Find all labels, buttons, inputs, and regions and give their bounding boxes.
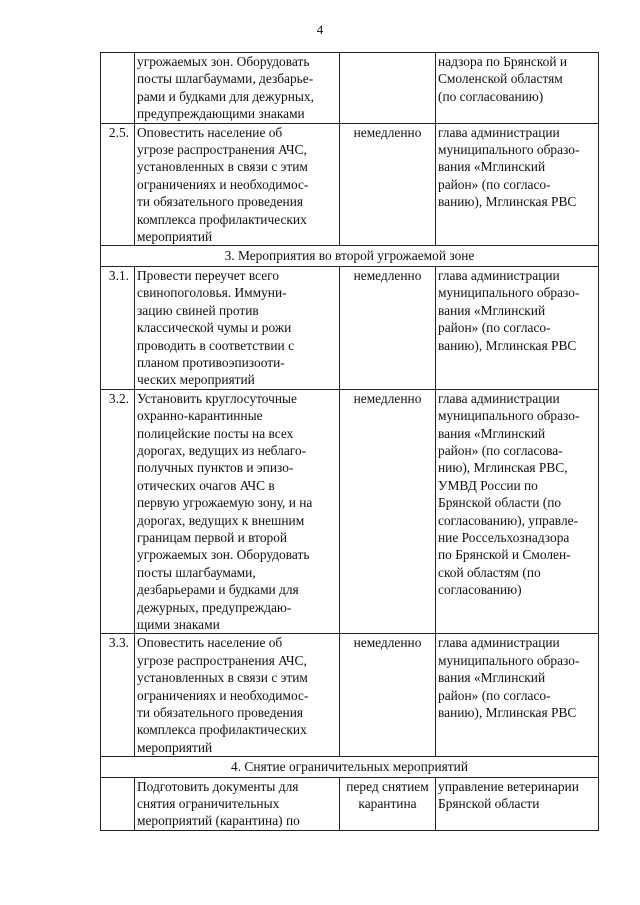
row-number: 2.5. [101,123,135,246]
table-row [101,123,599,246]
responsible-cell: надзора по Брянской и Смоленской областям (по согласованию) [436,53,599,124]
action-cell: Провести переучет всего свинопоголовья. Иммуни- зацию свиней против классической чумы и рожи проводить в соответствии с планом противоэпизооти- ческих мероприятий [135,266,340,389]
term-cell: немедленно [340,389,436,634]
responsible-cell: глава администрации муниципального образо- вания «Мглинский район» (по согласо- ванию), Мглинская РВС [436,123,599,246]
table-row [101,53,599,124]
section-3-title: 3. Мероприятия во второй угрожаемой зоне [101,246,599,266]
table-row [101,266,599,389]
row-number: 3.1. [101,266,135,389]
action-cell: Оповестить население об угрозе распространения АЧС, установленных в связи с этим ограничениях и необходимос- ти обязательного проведения комплекса профилактических мероприятий [135,634,340,757]
term-cell: немедленно [340,266,436,389]
row-number: 3.3. [101,634,135,757]
row-number [101,777,135,830]
page-number: 4 [316,22,324,37]
table-row [101,389,599,634]
row-number [101,53,135,124]
term-cell [340,53,436,124]
term-cell: немедленно [340,634,436,757]
section-header-row [101,246,599,266]
responsible-cell: глава администрации муниципального образо- вания «Мглинский район» (по согласо- ванию), Мглинская РВС [436,266,599,389]
responsible-cell: глава администрации муниципального образо- вания «Мглинский район» (по согласо- ванию), Мглинская РВС [436,634,599,757]
term-cell: немедленно [340,123,436,246]
action-cell: Установить круглосуточные охранно-карантинные полицейские посты на всех дорогах, ведущих из неблаго- получных пунктов и эпизо- отических очагов АЧС в первую угрожаемую зону, и на дорогах, ведущих к внешним границам первой и второй угрожаемых зон. Оборудовать посты шлагбаумами, дезбарьерами и будками для дежурных, предупреждаю- щими знаками [135,389,340,634]
responsible-cell: управление ветеринарии Брянской области [436,777,599,830]
action-cell: угрожаемых зон. Оборудовать посты шлагбаумами, дезбарье- рами и будками для дежурных, предупреждающими знаками [135,53,340,124]
measures-table [100,52,599,831]
table-row [101,634,599,757]
row-number: 3.2. [101,389,135,634]
table-row [101,777,599,830]
action-cell: Подготовить документы для снятия ограничительных мероприятий (карантина) по [135,777,340,830]
action-cell: Оповестить население об угрозе распространения АЧС, установленных в связи с этим ограничениях и необходимос- ти обязательного проведения комплекса профилактических мероприятий [135,123,340,246]
responsible-cell: глава администрации муниципального образо- вания «Мглинский район» (по согласова- нию), Мглинская РВС, УМВД России по Брянской области (по согласованию), управле- ние Россельхознадзора по Брянской и Смолен- ской областям (по согласованию) [436,389,599,634]
term-cell: перед снятием карантина [340,777,436,830]
section-header-row [101,757,599,777]
section-4-title: 4. Снятие ограничительных мероприятий [101,757,599,777]
